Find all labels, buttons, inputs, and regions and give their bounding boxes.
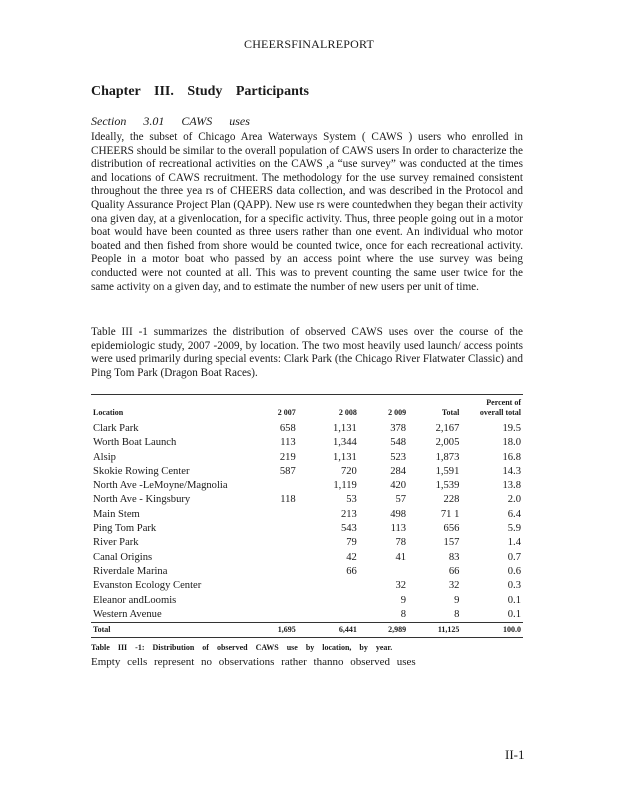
header-2007: 2 007	[277, 408, 296, 417]
cell-y2008: 543	[340, 523, 357, 535]
cell-y2009: 8	[400, 608, 407, 620]
cell-total: 71 1	[440, 508, 460, 520]
table-row	[91, 493, 523, 507]
cell-y2007	[264, 551, 298, 565]
cell-total: 228	[443, 494, 460, 506]
cell-y2008: 53	[346, 494, 357, 506]
cell-y2009	[359, 565, 408, 579]
cell-y2007	[264, 479, 298, 493]
cell-y2009: 523	[390, 451, 407, 463]
cell-y2008: 42	[346, 551, 357, 563]
cell-percent: 14.3	[502, 465, 521, 477]
cell-y2007	[264, 579, 298, 593]
cell-total: 1,591	[435, 465, 460, 477]
cell-percent: 2.0	[507, 494, 521, 506]
table-row	[91, 422, 523, 436]
intro-paragraph: Ideally, the subset of Chicago Area Waterways System ( CAWS ) users who enrolled in CHEERS should be similar to the overall population of CAWS users In order to characterize the distribution of recreational activities on the CAWS ,a “use survey” was conducted at the times and locations of CAWS recruitment. The methodology for the use survey remained consistent throughout the three yea rs of CHEERS data collection, and was described in the Protocol and Quality Assurance Project Plan (QAPP). New use rs were countedwhen they began their activity ona given day, at a givenlocation, for a specific activity. Thus, three people going out in a motor boat would have been counted as three users rather than one event. An individual who motor boated and then fished from shore would be counted twice, once for each recreational activity. People in a motor boat who passed by an access point where the use survey was being conducted were not counted at all. This was to prevent counting the same user twice for the same activity on a given day, and to estimate the number of new users per unit of time.	[91, 131, 523, 293]
cell-y2009: 9	[400, 594, 407, 606]
cell-y2009: 57	[395, 494, 407, 506]
cell-y2007	[264, 522, 298, 536]
cell-total: 1,539	[435, 480, 460, 492]
caws-use-table	[91, 394, 523, 638]
cell-location: Main Stem	[93, 508, 140, 520]
cell-y2007	[264, 594, 298, 608]
cell-percent: 0.6	[507, 565, 521, 577]
cell-y2009: 548	[390, 437, 407, 449]
total-2007: 1,695	[264, 623, 298, 638]
cell-percent: 19.5	[502, 423, 521, 434]
table-row	[91, 608, 523, 623]
cell-y2008: 213	[340, 508, 357, 520]
cell-y2007: 113	[280, 437, 296, 449]
total-2008: 6,441	[298, 623, 359, 638]
cell-total: 9	[454, 594, 460, 606]
cell-total: 83	[448, 551, 460, 563]
cell-location: Eleanor andLoomis	[93, 594, 177, 606]
table-summary-paragraph: Table III -1 summarizes the distribution of observed CAWS uses over the course of the epidemiologic study, 2007 -2009, by location. The two most heavily used launch/ access points were used primarily during special events: Clark Park (the Chicago River Flatwater Classic) and Ping Tom Park (Dragon Boat Races).	[91, 326, 523, 379]
cell-location: Western Avenue	[93, 608, 162, 620]
cell-total: 2,167	[435, 423, 460, 434]
cell-location: Riverdale Marina	[93, 565, 168, 577]
table-header-row-top	[91, 395, 523, 409]
running-header: CHEERSFINALREPORT	[243, 37, 375, 51]
table-caption: Table III -1: Distribution of observed CAWS use by location, by year.	[91, 643, 393, 652]
cell-y2007	[264, 565, 298, 579]
cell-total: 656	[443, 523, 460, 535]
total-2009: 2,989	[359, 623, 408, 638]
cell-percent: 0.3	[507, 580, 521, 592]
table-header-row	[91, 408, 523, 422]
cell-percent: 18.0	[502, 437, 521, 449]
cell-y2008: 79	[346, 537, 357, 549]
table-note: Empty cells represent no observations rather thanno observed uses	[91, 656, 416, 668]
cell-y2007: 658	[279, 423, 296, 434]
table-row	[91, 436, 523, 450]
cell-location: Canal Origins	[93, 551, 153, 563]
header-percent-line2: overall total	[479, 408, 521, 417]
cell-percent: 0.1	[507, 594, 521, 606]
header-percent-line1: Percent of	[461, 395, 523, 409]
cell-location: Ping Tom Park	[93, 523, 157, 535]
table-row	[91, 536, 523, 550]
cell-y2009: 284	[390, 465, 407, 477]
table-row	[91, 508, 523, 522]
header-2009: 2 009	[388, 408, 407, 417]
cell-percent: 1.4	[507, 537, 521, 549]
cell-total: 8	[454, 608, 460, 620]
cell-percent: 0.7	[507, 551, 521, 563]
table-row	[91, 465, 523, 479]
cell-y2009: 498	[390, 508, 407, 520]
chapter-heading: Chapter III. Study Participants	[91, 84, 309, 99]
cell-location: Worth Boat Launch	[93, 437, 177, 449]
cell-y2007: 219	[279, 451, 296, 463]
cell-percent: 0.1	[507, 608, 521, 620]
cell-y2007	[264, 536, 298, 550]
cell-y2009: 32	[395, 580, 407, 592]
cell-y2008	[298, 594, 359, 608]
total-percent: 100.0	[461, 623, 523, 638]
cell-y2008: 66	[346, 565, 357, 577]
header-total: Total	[441, 408, 460, 417]
table-row	[91, 522, 523, 536]
cell-y2007	[264, 608, 298, 623]
table-row	[91, 551, 523, 565]
cell-y2008: 1,131	[332, 423, 357, 434]
cell-total: 1,873	[435, 451, 460, 463]
cell-y2008: 720	[340, 465, 357, 477]
cell-total: 66	[448, 565, 460, 577]
cell-y2008: 1,344	[332, 437, 357, 449]
cell-location: Evanston Ecology Center	[93, 580, 202, 592]
cell-y2007: 118	[280, 494, 296, 506]
cell-location: North Ave - Kingsbury	[93, 494, 191, 506]
cell-y2009: 378	[390, 423, 407, 434]
total-label: Total	[91, 623, 264, 638]
cell-y2009: 41	[395, 551, 407, 563]
cell-y2008	[298, 608, 359, 623]
cell-y2008: 1,119	[333, 480, 357, 492]
table-row	[91, 565, 523, 579]
cell-y2009: 420	[390, 480, 407, 492]
cell-location: Clark Park	[93, 423, 139, 434]
cell-total: 157	[443, 537, 460, 549]
cell-y2008: 1,131	[332, 451, 357, 463]
table-total-row	[91, 623, 523, 638]
cell-location: North Ave -LeMoyne/Magnolia	[93, 480, 228, 492]
cell-y2009: 78	[395, 537, 407, 549]
table-row	[91, 479, 523, 493]
cell-y2009: 113	[390, 523, 407, 535]
section-heading: Section 3.01 CAWS uses	[91, 114, 250, 128]
cell-total: 32	[448, 580, 460, 592]
cell-y2007: 587	[279, 465, 296, 477]
table-row	[91, 594, 523, 608]
cell-location: Skokie Rowing Center	[93, 465, 190, 477]
header-2008: 2 008	[338, 408, 357, 417]
page-number: II-1	[505, 747, 525, 762]
header-location: Location	[93, 408, 124, 417]
cell-percent: 13.8	[502, 480, 521, 492]
table-row	[91, 579, 523, 593]
cell-location: River Park	[93, 537, 139, 549]
cell-percent: 6.4	[507, 508, 521, 520]
table-row	[91, 451, 523, 465]
total-total: 11,125	[408, 623, 461, 638]
cell-total: 2,005	[435, 437, 460, 449]
cell-y2008	[298, 579, 359, 593]
cell-percent: 5.9	[507, 523, 521, 535]
cell-location: Alsip	[93, 451, 116, 463]
cell-y2007	[264, 508, 298, 522]
cell-percent: 16.8	[502, 451, 521, 463]
